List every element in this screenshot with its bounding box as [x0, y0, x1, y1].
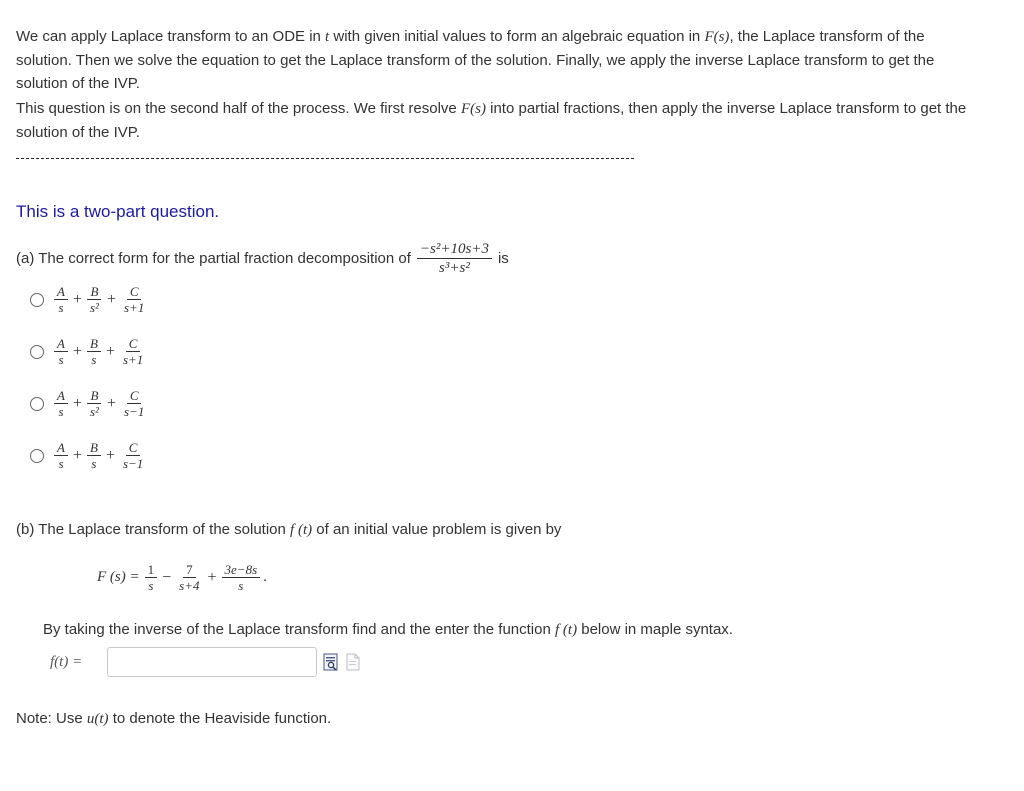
divider	[16, 158, 634, 159]
answer-row	[50, 647, 361, 677]
radio-button[interactable]	[30, 293, 44, 307]
radio-button[interactable]	[30, 345, 44, 359]
option-4[interactable]: $\frac{A}{s}$ + $\frac{B}{s}$ + $\frac{C}{s-1}$	[30, 440, 146, 471]
option-1[interactable]: $\frac{A}{s}$ + $\frac{B}{\text{s²}}$ + $\frac{C}{s+1}$	[30, 284, 147, 315]
radio-button[interactable]	[30, 449, 44, 463]
preview-icon[interactable]	[323, 653, 339, 671]
radio-button[interactable]	[30, 397, 44, 411]
intro-paragraph-2: This question is on the second half of the process. We first resolve F(s) into partial fractions, then apply the inverse Laplace transform to get the solution of the IVP.	[16, 100, 967, 141]
two-part-heading: This is a two-part question.	[16, 202, 220, 221]
answer-label: f(t) =	[50, 653, 83, 670]
note-text: Note: Use u(t) to denote the Heaviside function.	[16, 710, 332, 727]
instruction-text: By taking the inverse of the Laplace transform find and the enter the function f (t) below in maple syntax.	[43, 621, 733, 638]
option-2[interactable]: $\frac{A}{s}$ + $\frac{B}{s}$ + $\frac{C}{s+1}$	[30, 336, 146, 367]
part-b-prompt: (b) The Laplace transform of the solution f (t) of an initial value problem is given by	[16, 521, 562, 538]
option-3[interactable]: $\frac{A}{s}$ + $\frac{B}{\text{s²}}$ + $\frac{C}{s-1}$	[30, 388, 147, 419]
part-a-prompt: (a) The correct form for the partial fraction decomposition of $\frac{\text{−s²+10s+3}}{\text{s³+s²}}$ is	[16, 241, 509, 276]
intro-paragraph-1: We can apply Laplace transform to an ODE in t with given initial values to form an algebraic equation in F(s), the Laplace transform of the solution. Then we solve the equation to get the Laplace transform of the solution. Finally, we apply the inverse Laplace transform to get the solution of the IVP.	[16, 28, 935, 92]
laplace-formula: F (s) = $\frac{1}{s}$ − $\frac{7}{s+4}$ + $\frac{3e-8s}{s}$ .	[97, 562, 267, 593]
document-icon[interactable]	[345, 653, 361, 671]
answer-input[interactable]	[107, 647, 317, 677]
target-fraction: $\frac{\text{−s²+10s+3}}{\text{s³+s²}}$	[417, 240, 492, 277]
